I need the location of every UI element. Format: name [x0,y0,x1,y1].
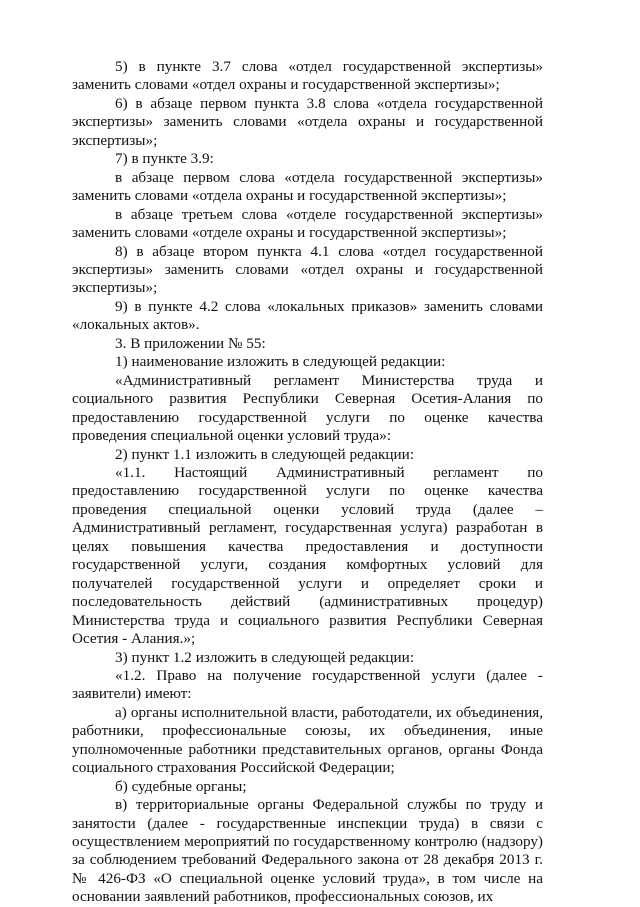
applicants-item-b: б) судебные органы; [115,777,247,795]
clause-1-2-quote: «1.2. Право на получение государственной услуги (далее - заявители) имеют: [72,666,543,703]
section-3-heading: 3. В приложении № 55: [115,334,266,352]
paragraph-item-7-third: в абзаце третьем слова «отделе государственной экспертизы» заменить словами «отделе охраны и государственной экспертизы»; [72,205,543,242]
paragraph-subitem-3: 3) пункт 1.2 изложить в следующей редакции: [115,648,415,666]
paragraph-subitem-1: 1) наименование изложить в следующей редакции: [115,353,446,371]
applicants-item-a: а) органы исполнительной власти, работодатели, их объединения, работники, профессиональные союзы, их объединения, иные уполномоченные работники представительных органов, органы Фонда социального страхования Российской Федерации; [72,703,543,777]
paragraph-subitem-2: 2) пункт 1.1 изложить в следующей редакции: [115,445,415,463]
paragraph-item-6: 6) в абзаце первом пункта 3.8 слова «отдела государственной экспертизы» заменить словами «отдела охраны и государственной экспертизы»; [72,94,543,149]
paragraph-item-7-first: в абзаце первом слова «отдела государственной экспертизы» заменить словами «отдела охраны и государственной экспертизы»; [72,168,543,205]
document-body [72,58,543,907]
clause-1-1-quote: «1.1. Настоящий Административный регламент по предоставлению государственной услуги по оценке качества проведения специальной оценки условий труда (далее – Административный регламент, государственная услуга) разработан в целях повышения качества предоставления и доступности государственной услуги, создания комфортных условий для получателей государственной услуги и определяет сроки и последовательность действий (административных процедур) Министерства труда и социального развития Республики Северная Осетия - Алания.»; [72,463,543,648]
paragraph-item-9: 9) в пункте 4.2 слова «локальных приказов» заменить словами «локальных актов». [72,297,543,334]
paragraph-item-7: 7) в пункте 3.9: [115,150,214,168]
regulation-title-quote: «Административный регламент Министерства труда и социального развития Республики Северная Осетия-Алания по предоставлению государственной услуги по оценке качества проведения специальной оценки условий труда»: [72,371,543,445]
paragraph-item-5: 5) в пункте 3.7 слова «отдел государственной экспертизы» заменить словами «отдел охраны и государственной экспертизы»; [72,58,543,94]
paragraph-item-8: 8) в абзаце втором пункта 4.1 слова «отдел государственной экспертизы» заменить словами «отдел охраны и государственной экспертизы»; [72,242,543,297]
applicants-item-v: в) территориальные органы Федеральной службы по труду и занятости (далее - государственные инспекции труда) в связи с осуществлением мероприятий по государственному контролю (надзору) за соблюдением требований Федерального закона от 28 декабря 2013 г. № 426-ФЗ «О специальной оценке условий труда», в том числе на основании заявлений работников, профессиональных союзов, их [72,796,543,906]
